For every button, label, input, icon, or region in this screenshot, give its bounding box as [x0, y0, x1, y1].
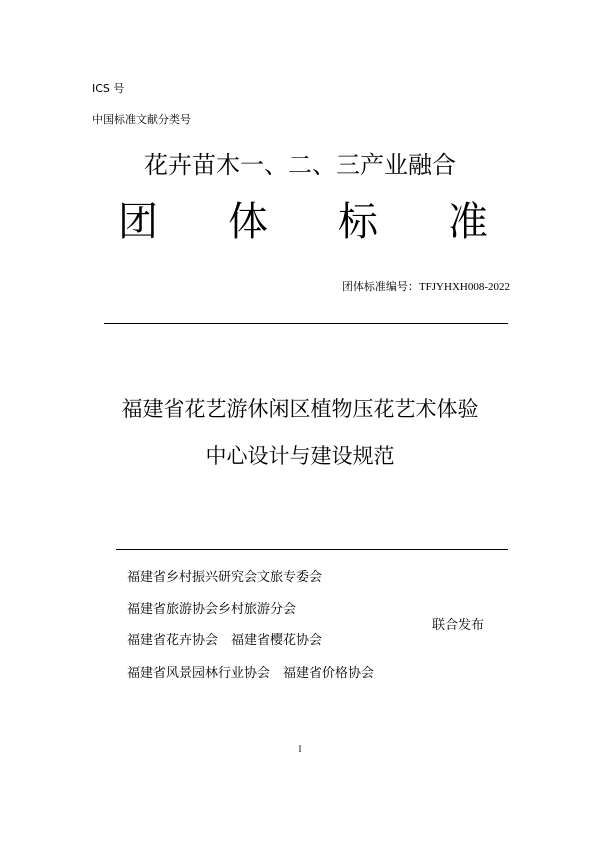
- standard-number-label: 团体标准编号：: [341, 280, 419, 293]
- ics-number: ICS 号: [92, 82, 125, 95]
- classification-number: 中国标准文献分类号: [92, 113, 191, 126]
- header-group-standard: [118, 190, 488, 247]
- document-title-line1: 福建省花艺游休闲区植物压花艺术体验: [121, 397, 479, 421]
- standard-number-value: TFJYHXH008-2022: [418, 281, 510, 293]
- header-char: 体: [228, 199, 268, 245]
- header-char: 准: [448, 199, 488, 245]
- header-char: 团: [118, 199, 158, 245]
- divider-top: [104, 323, 508, 324]
- standard-number: [342, 278, 510, 294]
- issuer-line: 福建省风景园林行业协会 福建省价格协会: [127, 666, 375, 681]
- joint-release-label: 联合发布: [432, 618, 485, 633]
- header-industry-title: 花卉苗木一、二、三产业融合: [144, 151, 456, 179]
- header-char: 标: [338, 199, 378, 245]
- divider-bottom: [116, 549, 508, 550]
- issuer-line: 福建省旅游协会乡村旅游分会: [127, 602, 297, 617]
- issuer-line: 福建省花卉协会 福建省樱花协会: [127, 633, 323, 648]
- issuer-line: 福建省乡村振兴研究会文旅专委会: [127, 570, 323, 585]
- page-number: I: [298, 744, 302, 754]
- document-title-line2: 中心设计与建设规范: [205, 444, 395, 468]
